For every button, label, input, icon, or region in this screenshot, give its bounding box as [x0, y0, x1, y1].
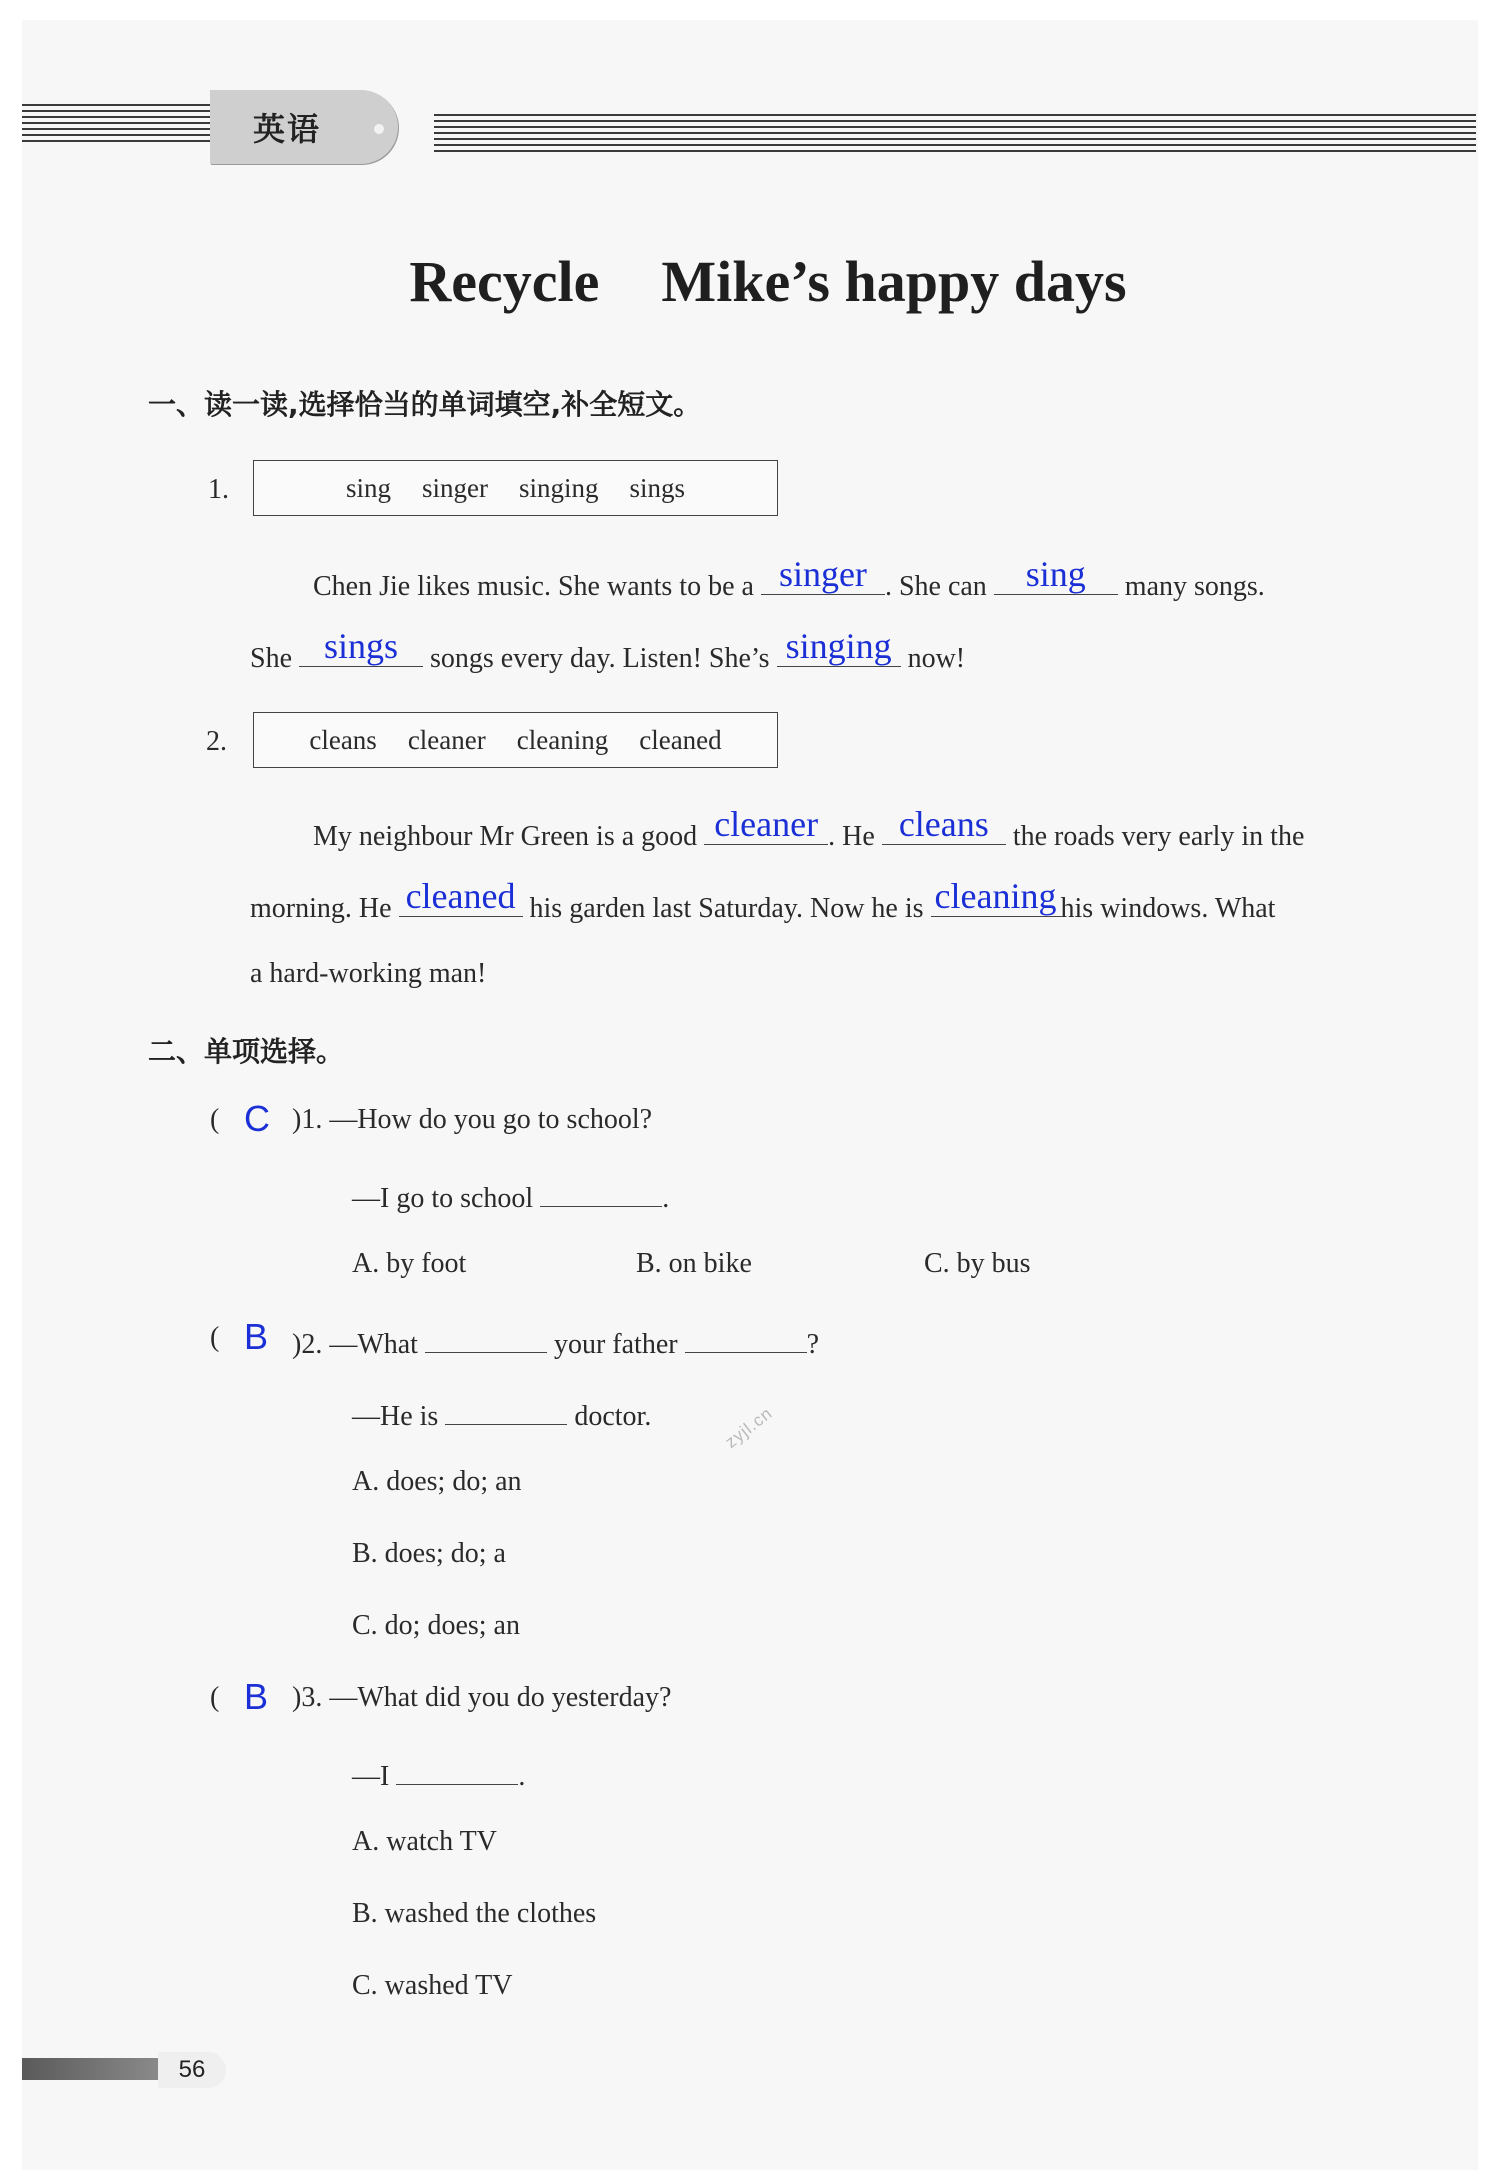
answer-blank[interactable]: [540, 1176, 662, 1207]
page-title: [0, 248, 1500, 315]
title-part1: Recycle: [409, 249, 600, 314]
mc-q3-response: [352, 1754, 525, 1793]
answer-blank[interactable]: [882, 804, 1006, 845]
text: —I: [352, 1761, 390, 1792]
mc-q1-option-a[interactable]: A. by foot: [352, 1248, 467, 1279]
text: )2. —What: [292, 1329, 418, 1360]
mc-q3-option-c[interactable]: C. washed TV: [352, 1970, 513, 2001]
word-bank-item: cleaner: [407, 724, 486, 755]
word-bank-item: singer: [421, 472, 488, 503]
mc-q3-option-a[interactable]: A. watch TV: [352, 1826, 497, 1857]
answer-blank[interactable]: [994, 554, 1118, 595]
mc-q2-response: [352, 1394, 651, 1433]
mc-q2-stem: [292, 1322, 819, 1361]
text: She: [250, 643, 292, 674]
mc-q2-answer: B: [244, 1316, 269, 1357]
section2-heading: 二、单项选择。: [148, 1035, 345, 1068]
word-bank-item: sing: [345, 472, 391, 503]
answer-blank[interactable]: [445, 1394, 567, 1425]
text: ?: [806, 1329, 820, 1360]
word-bank-item: cleaned: [639, 724, 722, 755]
mc-q2-open-paren: (: [210, 1322, 220, 1353]
q2-number: 2.: [206, 726, 227, 757]
text: morning. He: [250, 893, 392, 924]
handwritten-answer: cleaning: [934, 876, 1057, 916]
handwritten-answer: cleaned: [405, 876, 516, 916]
answer-blank[interactable]: [425, 1322, 547, 1353]
mc-q1-response: [352, 1176, 669, 1215]
text: many songs.: [1124, 571, 1265, 602]
q2-passage-line1: [313, 804, 1305, 853]
text: songs every day. Listen! She’s: [430, 643, 770, 674]
footer-bar: [22, 2058, 160, 2080]
mc-q1-open-paren: (: [210, 1104, 220, 1135]
workbook-page: [22, 20, 1478, 2170]
word-bank-item: singing: [518, 472, 599, 503]
section1-heading: 一、读一读,选择恰当的单词填空,补全短文。: [148, 388, 702, 421]
handwritten-answer: singer: [778, 554, 867, 594]
q1-passage-line2: [250, 626, 966, 675]
text: doctor.: [574, 1401, 652, 1432]
text: the roads very early in the: [1012, 821, 1305, 852]
mc-q3-answer: B: [244, 1676, 269, 1717]
mc-q1-option-b[interactable]: B. on bike: [636, 1248, 752, 1279]
handwritten-answer: sing: [1025, 554, 1086, 594]
answer-blank[interactable]: [396, 1754, 518, 1785]
q2-passage-line2: [250, 876, 1276, 925]
mc-q1-answer: C: [244, 1098, 270, 1139]
handwritten-answer: cleans: [898, 804, 989, 844]
answer-blank[interactable]: [704, 804, 828, 845]
page-number: 56: [158, 2052, 226, 2088]
header-stripes-right: [434, 114, 1476, 160]
mc-q2-option-b[interactable]: B. does; do; a: [352, 1538, 506, 1569]
q2-word-box: [253, 712, 778, 768]
header-stripes-left: [22, 104, 212, 150]
text: My neighbour Mr Green is a good: [313, 821, 698, 852]
text: your father: [553, 1329, 678, 1360]
text: his windows. What: [1060, 893, 1276, 924]
q1-number: 1.: [208, 474, 229, 505]
tab-dot-icon: [374, 124, 384, 134]
handwritten-answer: sings: [323, 626, 399, 666]
answer-blank[interactable]: [299, 626, 423, 667]
answer-blank[interactable]: [761, 554, 885, 595]
subject-label: 英语: [253, 110, 322, 148]
mc-q1-option-c[interactable]: C. by bus: [924, 1248, 1031, 1279]
q1-word-box: [253, 460, 778, 516]
word-bank-item: cleans: [309, 724, 377, 755]
text: Chen Jie likes music. She wants to be a: [313, 571, 754, 602]
mc-q2-option-c[interactable]: C. do; does; an: [352, 1610, 520, 1641]
mc-q3-stem: )3. —What did you do yesterday?: [292, 1682, 672, 1713]
text: . He: [828, 821, 875, 852]
mc-q1-stem: )1. —How do you go to school?: [292, 1104, 653, 1135]
answer-blank[interactable]: [777, 626, 901, 667]
q1-passage-line1: [313, 554, 1265, 603]
mc-q3-option-b[interactable]: B. washed the clothes: [352, 1898, 597, 1929]
text: now!: [907, 643, 966, 674]
answer-blank[interactable]: [685, 1322, 807, 1353]
word-bank-item: cleaning: [516, 724, 609, 755]
handwritten-answer: singing: [785, 626, 892, 666]
answer-blank[interactable]: [931, 876, 1061, 917]
answer-blank[interactable]: [399, 876, 523, 917]
mc-q2-option-a[interactable]: A. does; do; an: [352, 1466, 522, 1497]
text: . She can: [884, 571, 987, 602]
text: .: [662, 1183, 670, 1214]
handwritten-answer: cleaner: [714, 804, 819, 844]
text: —I go to school: [352, 1183, 534, 1214]
mc-q3-open-paren: (: [210, 1682, 220, 1713]
text: —He is: [352, 1401, 439, 1432]
word-bank-item: sings: [629, 472, 686, 503]
text: his garden last Saturday. Now he is: [529, 893, 924, 924]
q2-passage-line3: a hard-working man!: [250, 958, 487, 989]
watermark: zyjl.cn: [721, 1403, 777, 1452]
text: .: [518, 1761, 526, 1792]
title-part2: Mike’s happy days: [661, 249, 1127, 314]
